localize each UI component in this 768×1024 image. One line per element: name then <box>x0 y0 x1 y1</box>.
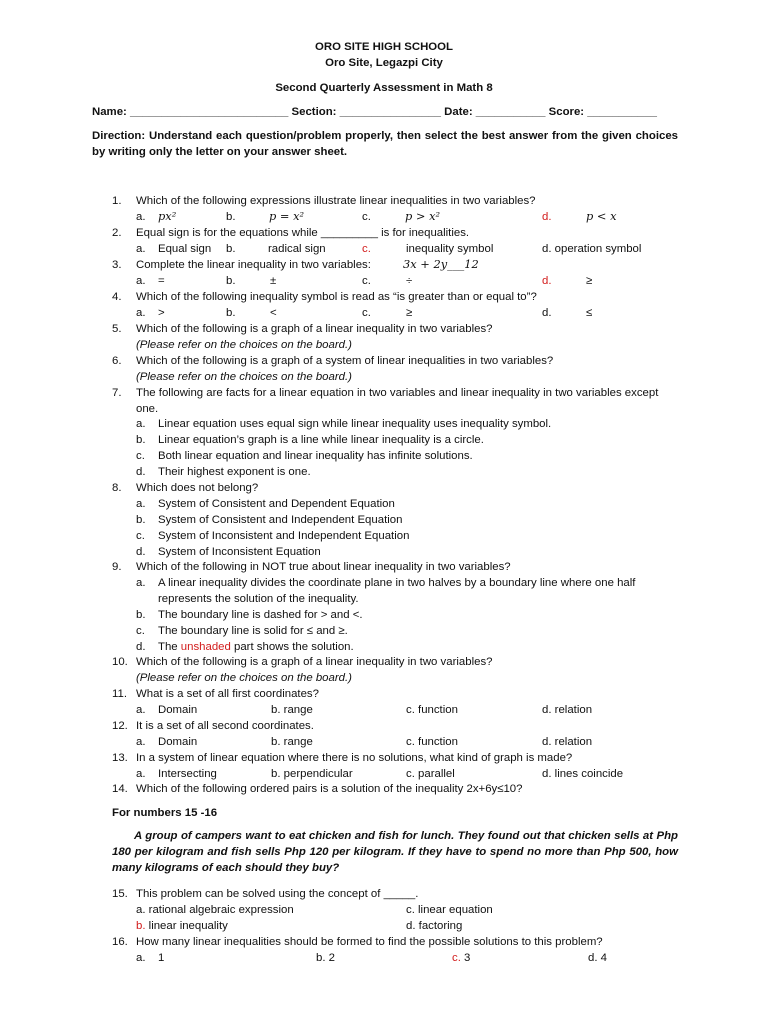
section-label: For numbers 15 -16 <box>112 807 218 819</box>
q8-choice-c: System of Inconsistent and Independent Equation <box>158 530 410 542</box>
q8-text: Which does not belong? <box>136 482 259 494</box>
q2-choice-b-label: b. <box>226 243 236 255</box>
q16-number: 16. <box>112 936 128 948</box>
q4-choice-b: < <box>270 307 277 319</box>
q12-choice-c: c. function <box>406 736 458 748</box>
q2-number: 2. <box>112 227 122 239</box>
q1-choice-b-label: b. <box>226 211 236 223</box>
q13-choice-c: c. parallel <box>406 768 455 780</box>
assessment-title: Second Quarterly Assessment in Math 8 <box>275 82 493 94</box>
q11-choice-a: Domain <box>158 704 198 716</box>
q13-choice-a: Intersecting <box>158 768 217 780</box>
q11-choice-a-label: a. <box>136 704 146 716</box>
q2-choice-b: radical sign <box>268 243 326 255</box>
q12-choice-d: d. relation <box>542 736 593 748</box>
q1-choice-a: px² <box>158 209 177 223</box>
q7-choice-a-label: a. <box>136 418 146 430</box>
q4-choice-d: ≤ <box>586 307 593 319</box>
q13-choice-b: b. perpendicular <box>271 768 353 780</box>
q4-number: 4. <box>112 291 122 303</box>
q10-number: 10. <box>112 656 128 668</box>
q9-choice-a: A linear inequality divides the coordinate plane in two halves by a boundary line where one half represents the solution of the inequality. <box>158 577 636 605</box>
q9-number: 9. <box>112 561 122 573</box>
q6-number: 6. <box>112 355 122 367</box>
q15-choice-b-label: b. <box>136 920 146 932</box>
q16-choice-b: b. 2 <box>316 952 335 964</box>
q15-choice-b <box>136 918 228 934</box>
q9-choice-d-post: part shows the solution. <box>230 641 354 653</box>
q12-choice-a-label: a. <box>136 736 146 748</box>
q15-number: 15. <box>112 888 128 900</box>
q4-choice-c: ≥ <box>406 307 413 319</box>
q13-text: In a system of linear equation where there is no solutions, what kind of graph is made? <box>136 752 573 764</box>
q3-choice-c-label: c. <box>362 275 371 287</box>
q4-text: Which of the following inequality symbol is read as “is greater than or equal to”? <box>136 291 537 303</box>
q2-choice-d: d. operation symbol <box>542 243 642 255</box>
q14-number: 14. <box>112 783 128 795</box>
q9-choice-b: The boundary line is dashed for > and <. <box>158 609 363 621</box>
q3-choice-b-label: b. <box>226 275 236 287</box>
q1-choice-d-label: d. <box>542 211 552 223</box>
q7-choice-b-label: b. <box>136 434 146 446</box>
q5-number: 5. <box>112 323 122 335</box>
q4-choice-b-label: b. <box>226 307 236 319</box>
q3-choice-c: ÷ <box>406 275 413 287</box>
q1-choice-a-label: a. <box>136 211 146 223</box>
q12-number: 12. <box>112 720 128 732</box>
q3-number: 3. <box>112 259 122 271</box>
q6-note: (Please refer on the choices on the board.) <box>136 371 352 383</box>
q15-choice-c: c. linear equation <box>406 904 493 916</box>
q12-choice-b: b. range <box>271 736 313 748</box>
q15-choice-a: a. rational algebraic expression <box>136 904 294 916</box>
q9-choice-d-pre: The <box>158 641 181 653</box>
q9-choice-d-label: d. <box>136 641 146 653</box>
q5-text: Which of the following is a graph of a linear inequality in two variables? <box>136 323 493 335</box>
q3-text: Complete the linear inequality in two variables: <box>136 259 371 271</box>
q8-choice-a: System of Consistent and Dependent Equation <box>158 498 395 510</box>
q9-choice-b-label: b. <box>136 609 146 621</box>
q16-choice-c <box>452 950 470 966</box>
q11-choice-d: d. relation <box>542 704 593 716</box>
q8-number: 8. <box>112 482 122 494</box>
student-info-line: Name: _________________________ Section: ________________ Date: ___________ Score: ___________ <box>92 106 657 118</box>
q13-choice-d: d. lines coincide <box>542 768 624 780</box>
q10-note: (Please refer on the choices on the board.) <box>136 672 352 684</box>
q8-choice-a-label: a. <box>136 498 146 510</box>
q15-text: This problem can be solved using the concept of _____. <box>136 888 419 900</box>
q3-choice-d: ≥ <box>586 275 593 287</box>
q9-choice-d-highlight: unshaded <box>180 641 231 653</box>
q13-number: 13. <box>112 752 128 764</box>
q2-choice-c-label: c. <box>362 243 371 255</box>
q8-choice-b: System of Consistent and Independent Equation <box>158 514 403 526</box>
q7-choice-a: Linear equation uses equal sign while linear inequality uses inequality symbol. <box>158 418 552 430</box>
q16-choice-d: d. 4 <box>588 952 607 964</box>
q6-text: Which of the following is a graph of a system of linear inequalities in two variables? <box>136 355 554 367</box>
q1-choice-d: p < x <box>586 209 617 223</box>
q16-choice-a: 1 <box>158 952 165 964</box>
q16-choice-c-label: c. <box>452 952 461 964</box>
q9-choice-c: The boundary line is solid for ≤ and ≥. <box>158 625 348 637</box>
q1-choice-b: p = x² <box>269 209 305 223</box>
q1-text: Which of the following expressions illustrate linear inequalities in two variables? <box>136 195 536 207</box>
q11-number: 11. <box>112 688 127 700</box>
q3-choice-a: = <box>158 275 165 287</box>
q3-expression: 3x + 2y___12 <box>403 257 479 271</box>
q9-choice-a-label: a. <box>136 577 146 589</box>
q1-number: 1. <box>112 195 122 207</box>
q14-text: Which of the following ordered pairs is a solution of the inequality 2x+6y≤10? <box>136 783 523 795</box>
q7-choice-c: Both linear equation and linear inequality has infinite solutions. <box>158 450 473 462</box>
q7-text: The following are facts for a linear equation in two variables and linear inequality in two variables except one. <box>136 387 659 415</box>
q7-number: 7. <box>112 387 122 399</box>
q8-choice-b-label: b. <box>136 514 146 526</box>
q4-choice-d-label: d. <box>542 307 552 319</box>
q2-choice-a: Equal sign <box>158 243 212 255</box>
q7-choice-d: Their highest exponent is one. <box>158 466 311 478</box>
q7-choice-b: Linear equation’s graph is a line while linear inequality is a circle. <box>158 434 484 446</box>
q16-choice-c-text: 3 <box>460 952 471 964</box>
q10-text: Which of the following is a graph of a linear inequality in two variables? <box>136 656 493 668</box>
q9-choice-d <box>158 639 354 655</box>
q2-choice-c: inequality symbol <box>406 243 494 255</box>
q4-choice-a-label: a. <box>136 307 146 319</box>
q8-choice-d-label: d. <box>136 546 146 558</box>
q16-choice-a-label: a. <box>136 952 146 964</box>
q3-choice-a-label: a. <box>136 275 146 287</box>
q4-choice-c-label: c. <box>362 307 371 319</box>
q11-choice-c: c. function <box>406 704 458 716</box>
q3-choice-d-label: d. <box>542 275 552 287</box>
q16-text: How many linear inequalities should be formed to find the possible solutions to this problem? <box>136 936 603 948</box>
q9-text: Which of the following in NOT true about linear inequality in two variables? <box>136 561 511 573</box>
q11-text: What is a set of all first coordinates? <box>136 688 319 700</box>
q4-choice-a: > <box>158 307 165 319</box>
q8-choice-c-label: c. <box>136 530 145 542</box>
q13-choice-a-label: a. <box>136 768 146 780</box>
q7-choice-d-label: d. <box>136 466 146 478</box>
word-problem: A group of campers want to eat chicken and fish for lunch. They found out that chicken sells at Php 180 per kilogram and fish sells Php 120 per kilogram. If they have to spend no more than Php 500, how many kilograms of each should they buy? <box>112 830 678 874</box>
q2-text: Equal sign is for the equations while _________ is for inequalities. <box>136 227 470 239</box>
school-name: ORO SITE HIGH SCHOOL <box>315 41 453 53</box>
q12-choice-a: Domain <box>158 736 198 748</box>
school-address: Oro Site, Legazpi City <box>325 57 443 69</box>
q5-note: (Please refer on the choices on the board.) <box>136 339 352 351</box>
q12-text: It is a set of all second coordinates. <box>136 720 314 732</box>
q7-choice-c-label: c. <box>136 450 145 462</box>
q1-choice-c-label: c. <box>362 211 371 223</box>
q15-choice-b-text: linear inequality <box>145 920 228 932</box>
q8-choice-d: System of Inconsistent Equation <box>158 546 321 558</box>
q2-choice-a-label: a. <box>136 243 146 255</box>
q3-choice-b: ± <box>270 275 277 287</box>
q9-choice-c-label: c. <box>136 625 145 637</box>
q11-choice-b: b. range <box>271 704 313 716</box>
q1-choice-c: p > x² <box>405 209 441 223</box>
directions: Direction: Understand each question/problem properly, then select the best answer from the given choices by writing only the letter on your answer sheet. <box>92 130 678 158</box>
q15-choice-d: d. factoring <box>406 920 463 932</box>
